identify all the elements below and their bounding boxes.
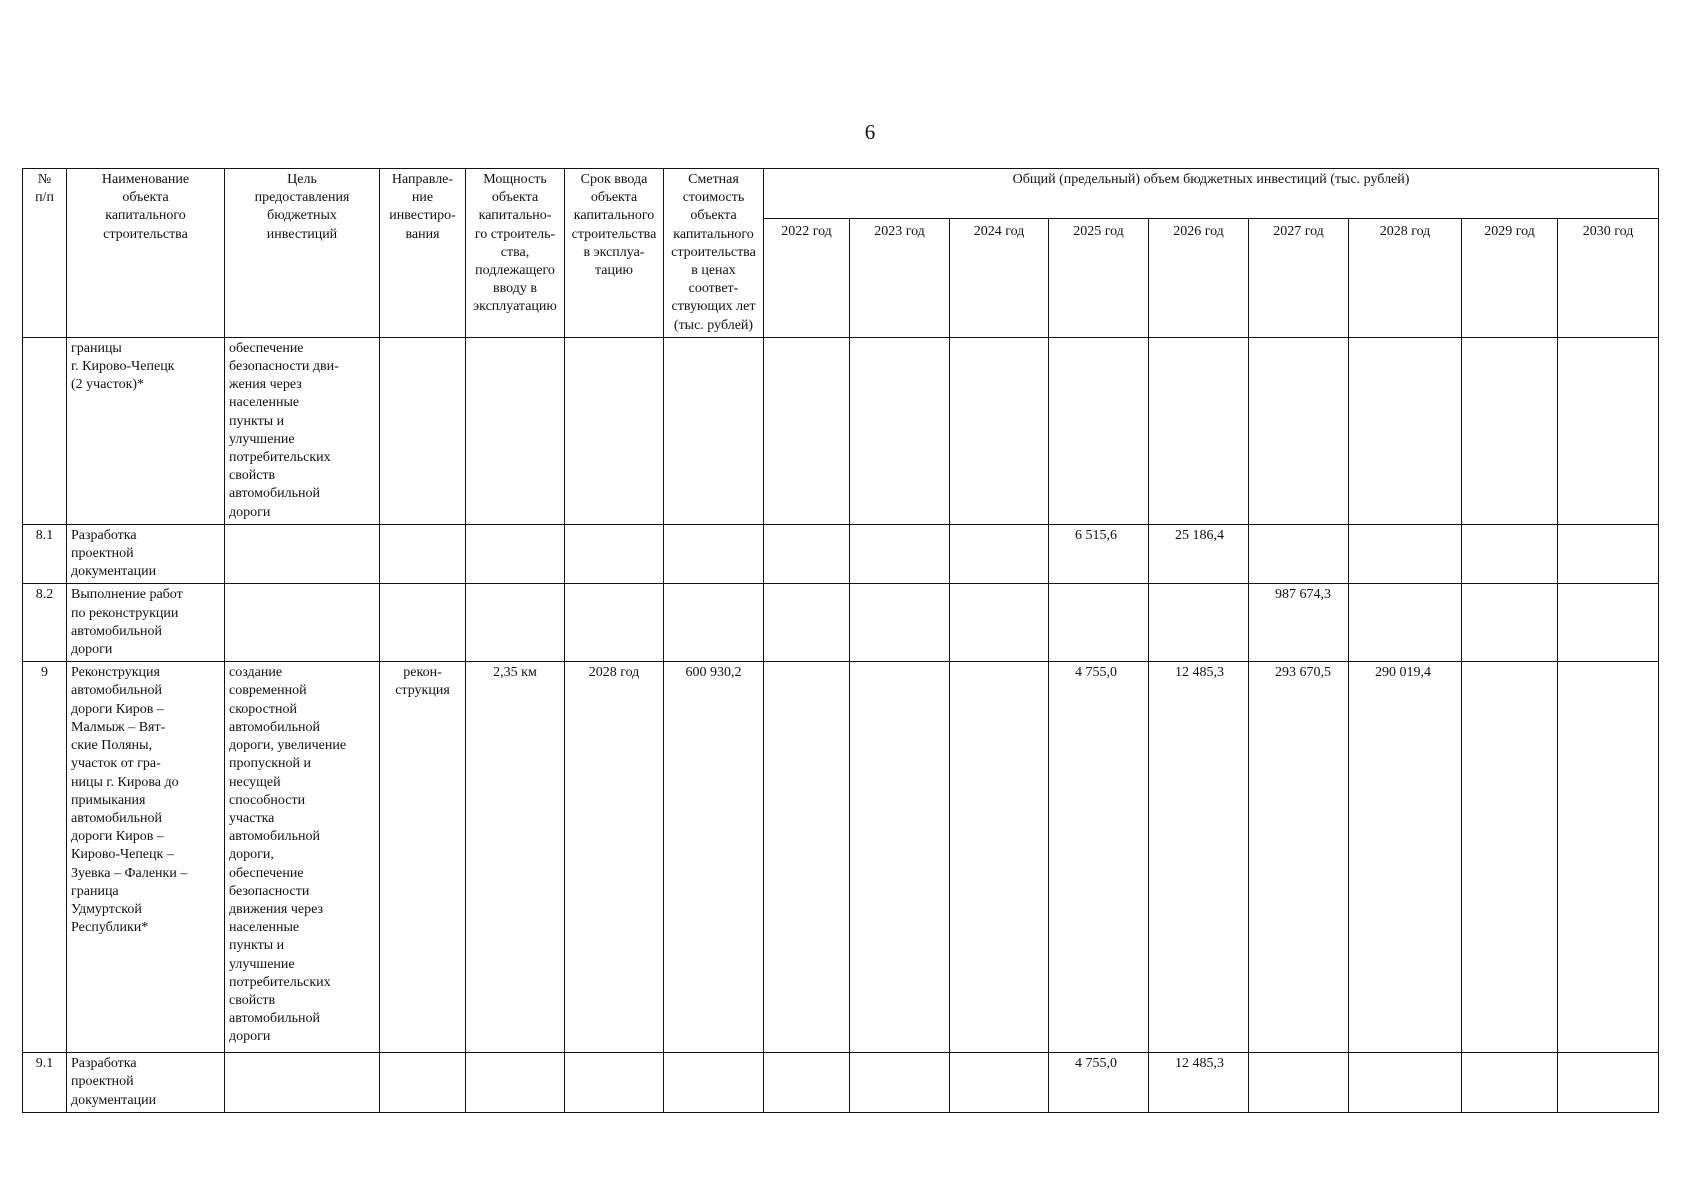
object-name: Разработка проектной документации [67, 524, 225, 584]
year-value [764, 1053, 850, 1113]
table-row [23, 1053, 1659, 1113]
header-year: 2027 год [1249, 219, 1349, 338]
header-term: Срок ввода объекта капитального строительства в эксплуа- тацию [565, 169, 664, 338]
capacity [466, 1053, 565, 1113]
year-value: 12 485,3 [1149, 1053, 1249, 1113]
year-value [1462, 1053, 1558, 1113]
header-year: 2025 год [1049, 219, 1149, 338]
table-row [23, 524, 1659, 584]
commissioning-term [565, 337, 664, 524]
investment-goal: обеспечение безопасности дви- жения через населенные пункты и улучшение потребительских свойств автомобильной дороги [225, 337, 380, 524]
year-value [1049, 337, 1149, 524]
year-value [764, 337, 850, 524]
year-value [1558, 1053, 1659, 1113]
table-row [23, 584, 1659, 662]
header-num: № п/п [23, 169, 67, 338]
header-year: 2030 год [1558, 219, 1659, 338]
year-value [850, 524, 950, 584]
year-value [1462, 662, 1558, 1053]
investment-direction [380, 584, 466, 662]
year-value: 4 755,0 [1049, 1053, 1149, 1113]
estimated-cost [664, 584, 764, 662]
year-value [764, 662, 850, 1053]
year-value [1558, 584, 1659, 662]
year-value: 987 674,3 [1249, 584, 1349, 662]
row-num: 8.2 [23, 584, 67, 662]
row-num: 9.1 [23, 1053, 67, 1113]
year-value: 6 515,6 [1049, 524, 1149, 584]
commissioning-term [565, 584, 664, 662]
commissioning-term: 2028 год [565, 662, 664, 1053]
budget-investment-table [22, 168, 1659, 1113]
header-year: 2026 год [1149, 219, 1249, 338]
year-value [1558, 662, 1659, 1053]
capacity [466, 337, 565, 524]
capacity: 2,35 км [466, 662, 565, 1053]
header-goal: Цель предоставления бюджетных инвестиций [225, 169, 380, 338]
table-row [23, 662, 1659, 1053]
year-value [1558, 524, 1659, 584]
object-name: Разработка проектной документации [67, 1053, 225, 1113]
investment-direction [380, 524, 466, 584]
commissioning-term [565, 1053, 664, 1113]
object-name: Выполнение работ по реконструкции автомобильной дороги [67, 584, 225, 662]
year-value [950, 524, 1049, 584]
investment-direction [380, 1053, 466, 1113]
header-cost: Сметная стоимость объекта капитального строительства в ценах соответ- ствующих лет (тыс. рублей) [664, 169, 764, 338]
row-num: 8.1 [23, 524, 67, 584]
estimated-cost [664, 524, 764, 584]
estimated-cost [664, 1053, 764, 1113]
investment-goal: создание современной скоростной автомобильной дороги, увеличение пропускной и несущей способности участка автомобильной дороги, обеспечение безопасности движения через населенные пункты и улучшение потребительских свойств автомобильной дороги [225, 662, 380, 1053]
investment-goal [225, 524, 380, 584]
year-value [1249, 1053, 1349, 1113]
year-value [1249, 337, 1349, 524]
year-value [1349, 524, 1462, 584]
year-value [1349, 584, 1462, 662]
year-value [850, 584, 950, 662]
row-num [23, 337, 67, 524]
estimated-cost [664, 337, 764, 524]
object-name: границы г. Кирово-Чепецк (2 участок)* [67, 337, 225, 524]
year-value [1049, 584, 1149, 662]
header-year: 2023 год [850, 219, 950, 338]
header-year: 2022 год [764, 219, 850, 338]
header-capacity: Мощность объекта капитально- го строитель- ства, подлежащего вводу в эксплуатацию [466, 169, 565, 338]
capacity [466, 584, 565, 662]
year-value: 4 755,0 [1049, 662, 1149, 1053]
year-value: 293 670,5 [1249, 662, 1349, 1053]
year-value [1349, 337, 1462, 524]
year-value [764, 524, 850, 584]
year-value: 12 485,3 [1149, 662, 1249, 1053]
investment-direction: рекон- струкция [380, 662, 466, 1053]
commissioning-term [565, 524, 664, 584]
year-value [1558, 337, 1659, 524]
year-value [950, 662, 1049, 1053]
year-value: 290 019,4 [1349, 662, 1462, 1053]
year-value [1249, 524, 1349, 584]
capacity [466, 524, 565, 584]
investment-goal [225, 584, 380, 662]
header-year: 2029 год [1462, 219, 1558, 338]
header-year: 2024 год [950, 219, 1049, 338]
year-value [850, 1053, 950, 1113]
year-value: 25 186,4 [1149, 524, 1249, 584]
year-value [950, 1053, 1049, 1113]
investment-goal [225, 1053, 380, 1113]
year-value [1349, 1053, 1462, 1113]
row-num: 9 [23, 662, 67, 1053]
object-name: Реконструкция автомобильной дороги Киров – Малмыж – Вят- ские Поляны, участок от гра- ницы г. Кирова до примыкания автомобильной дороги Киров – Кирово-Чепецк – Зуевка – Фаленки – граница Удмуртской Республики* [67, 662, 225, 1053]
year-value [1462, 337, 1558, 524]
year-value [764, 584, 850, 662]
year-value [1149, 337, 1249, 524]
investment-direction [380, 337, 466, 524]
header-object-name: Наименование объекта капитального строительства [67, 169, 225, 338]
header-direction: Направле- ние инвестиро- вания [380, 169, 466, 338]
year-value [1462, 584, 1558, 662]
year-value [950, 337, 1049, 524]
year-value [850, 662, 950, 1053]
header-year: 2028 год [1349, 219, 1462, 338]
page-number: 6 [864, 120, 876, 144]
year-value [850, 337, 950, 524]
estimated-cost: 600 930,2 [664, 662, 764, 1053]
header-total-investment: Общий (предельный) объем бюджетных инвестиций (тыс. рублей) [764, 169, 1659, 219]
year-value [1462, 524, 1558, 584]
table-row [23, 337, 1659, 524]
year-value [950, 584, 1049, 662]
year-value [1149, 584, 1249, 662]
